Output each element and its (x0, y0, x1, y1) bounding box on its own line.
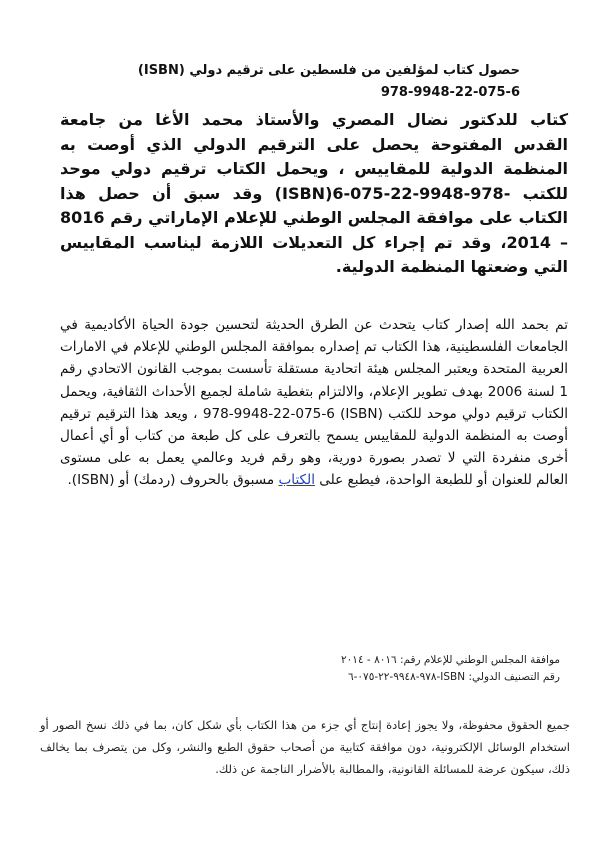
body-paragraph (60, 314, 568, 492)
body-text (60, 314, 568, 492)
article-title: حصول كتاب لمؤلفين من فلسطين على ترقيم دولي (ISBN) (137, 63, 520, 78)
publication-info (100, 652, 560, 686)
article-header (100, 60, 520, 104)
intro-paragraph (60, 108, 568, 280)
approval-line: موافقة المجلس الوطني للإعلام رقم: ٨٠١٦ - ٢٠١٤ (341, 654, 560, 666)
body-text-before-link: تم بحمد الله إصدار كتاب يتحدث عن الطرق الحديثة لتحسين جودة الحياة الأكاديمية في الجامعات الفلسطينية، هذا الكتاب تم إصداره بموافقة المجلس الوطني للإعلام في الامارات العربية المتحدة ويعتبر المجلس هيئة اتحادية مستقلة تأسست بموجب القانون الاتحادي رقم 1 لسنة 2006 بهدف تطوير الإعلام، والالتزام بتغطية شاملة لجميع الأحداث الثقافية، ويحمل الكتاب ترقيم دولي موحد للكتب (ISBN) 978-9948-22-075-6 ، ويعد هذا الترقيم ترقيم أوصت به المنظمة الدولية للمقاييس يسمح بالتعرف على كل طبعة من كتاب أو أي أعمال أخرى منفردة التي لا تصدر بصورة دورية، وهو رقم فريد وعالمي يعمل به على مستوى العالم للعنوان أو للطبعة الواحدة، فيطبع على (60, 317, 568, 489)
copyright-text: جميع الحقوق محفوظة، ولا يجوز إعادة إنتاج أي جزء من هذا الكتاب بأي شكل كان، بما في ذلك نسخ الصور أو استخدام الوسائل الإلكترونية، دون موافقة كتابية من أصحاب حقوق الطبع والنشر، وكل من يتصرف بما يخالف ذلك، سيكون عرضة للمسائلة القانونية، والمطالبة بالأضرار الناجمة عن ذلك. (40, 718, 570, 776)
isbn-line: رقم التصنيف الدولي: ISBN-٩٧٨-٩٩٤٨-٢٢-٠٧٥-٦ (347, 671, 560, 683)
body-text-after-link: مسبوق بالحروف (ردمك) أو (ISBN). (67, 472, 279, 489)
article-isbn: 978-9948-22-075-6 (380, 85, 520, 100)
book-link[interactable]: الكتاب (278, 472, 315, 489)
copyright-notice (40, 714, 570, 780)
intro-text: كتاب للدكتور نضال المصري والأستاذ محمد الأغا من جامعة القدس المفتوحة يحصل على الترقيم الدولي الذي أوصت به المنظمة الدولية للمقاييس ، ويحمل الكتاب ترقيم دولي موحد للكتب -978-9948-22-075-6(ISBN) وقد سبق أن حصل هذا الكتاب على موافقة المجلس الوطني للإعلام الإماراتي رقم 8016 – 2014، وقد تم إجراء كل التعديلات اللازمة ليناسب المقاييس التي وضعتها المنظمة الدولية. (60, 110, 569, 276)
